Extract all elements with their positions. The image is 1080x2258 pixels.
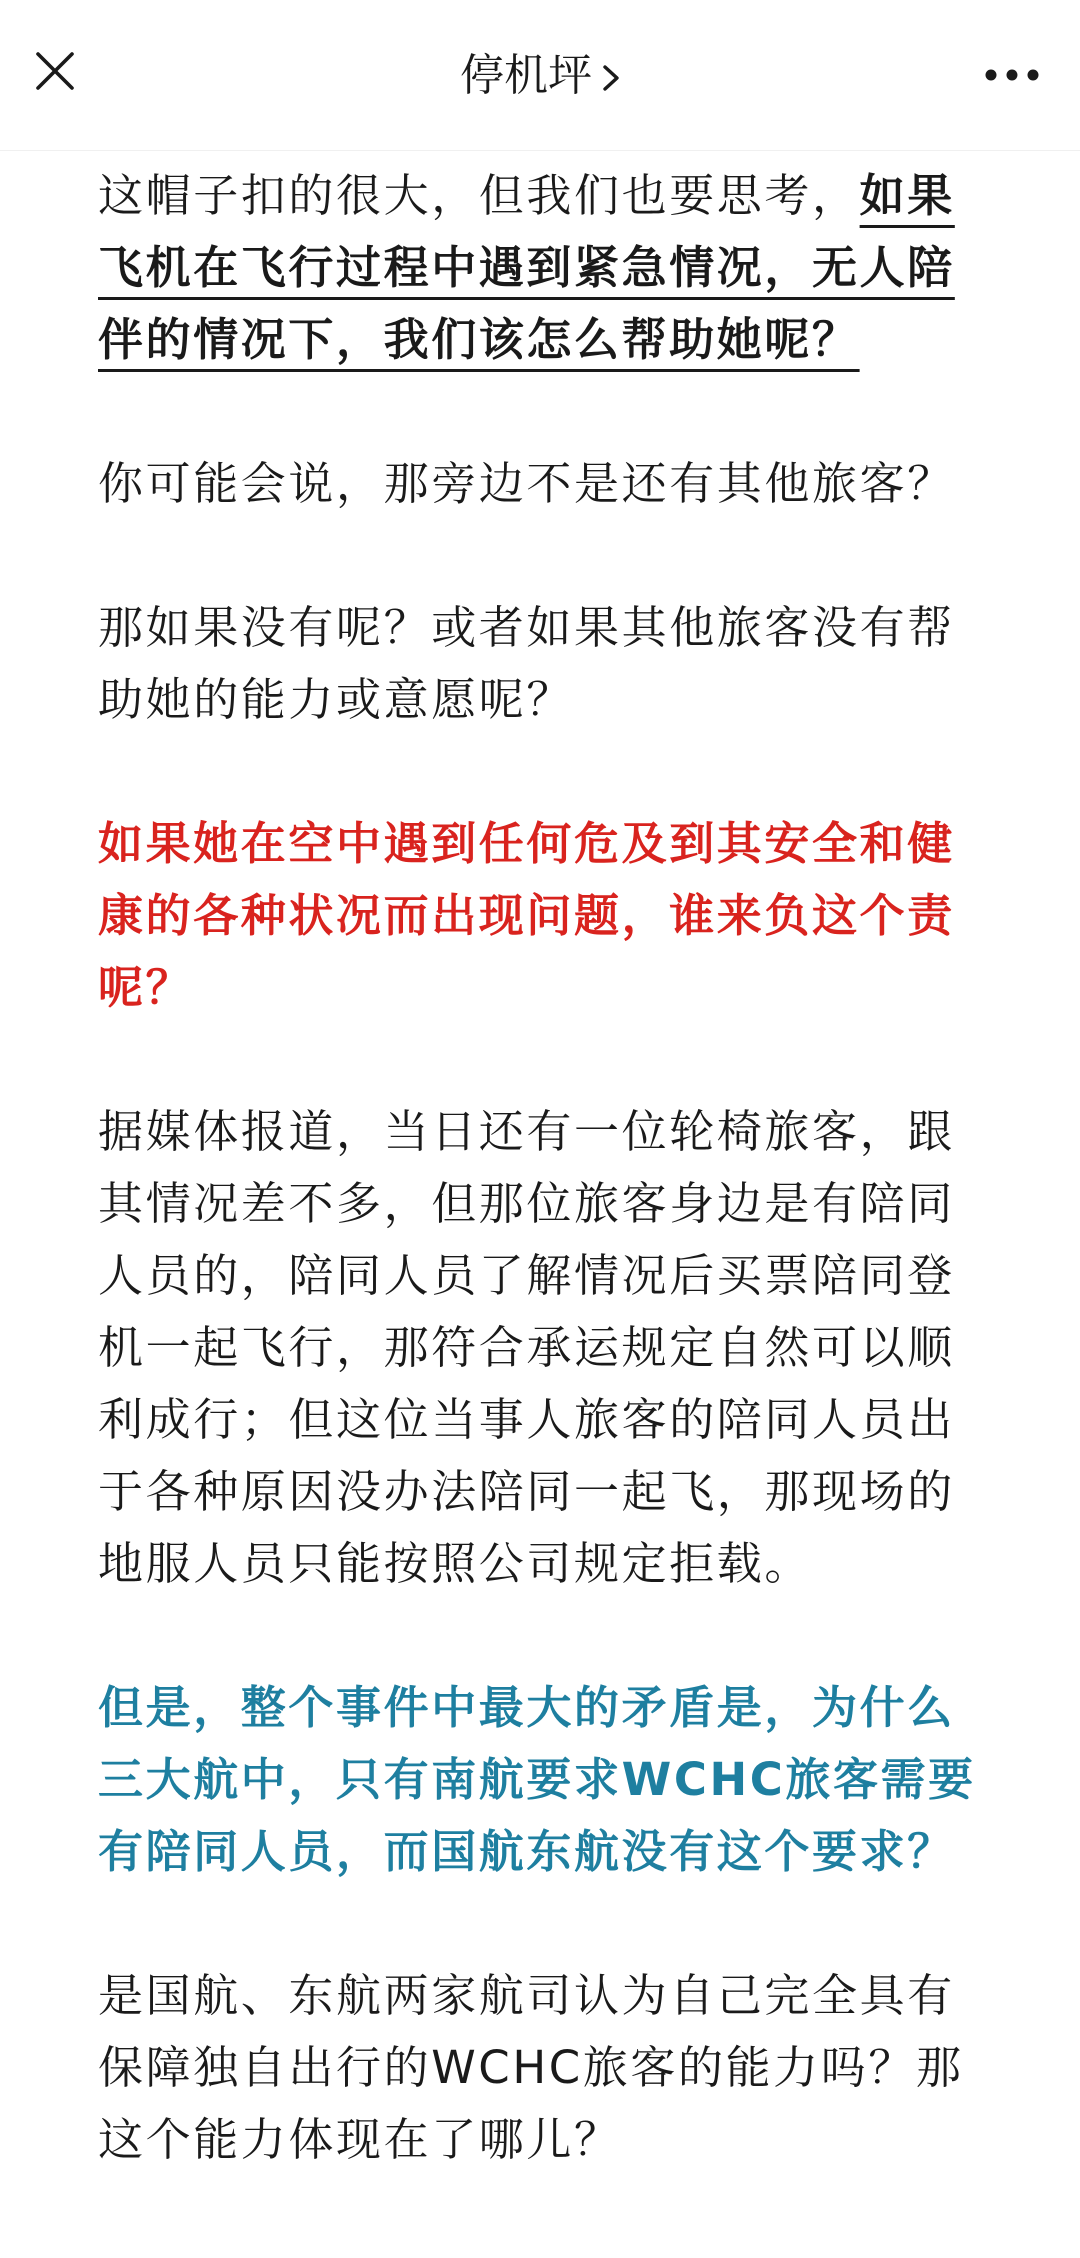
top-nav-bar xyxy=(0,0,1080,151)
article-paragraph: 是国航、东航两家航司认为自己完全具有保障独自出行的WCHC旅客的能力吗？那这个能力体现在了哪儿？ xyxy=(98,1969,964,2166)
article-paragraph: 那如果没有呢？或者如果其他旅客没有帮助她的能力或意愿呢？ xyxy=(98,601,955,726)
paragraph-text: 这帽子扣的很大，但我们也要思考， xyxy=(98,169,860,222)
more-horizontal-icon xyxy=(984,68,1040,82)
page-title-link[interactable] xyxy=(0,48,1080,106)
article-paragraph: 据媒体报道，当日还有一位轮椅旅客，跟其情况差不多，但那位旅客身边是有陪同人员的，陪同人员了解情况后买票陪同登机一起飞行，那符合承运规定自然可以顺利成行；但这位当事人旅客的陪同人员出于各种原因没办法陪同一起飞，那现场的地服人员只能按照公司规定拒载。 xyxy=(98,1105,955,1590)
more-options-button[interactable] xyxy=(980,50,1044,100)
article-body xyxy=(98,160,988,2176)
red-emphasis-paragraph: 如果她在空中遇到任何危及到其安全和健康的各种状况而出现问题，谁来负这个责呢？ xyxy=(98,817,955,1014)
chevron-right-icon xyxy=(602,50,620,106)
article-paragraph: 你可能会说，那旁边不是还有其他旅客？ xyxy=(98,457,955,510)
page-title: 停机坪 xyxy=(460,50,592,101)
underlined-emphasis-text: 如果飞机在飞行过程中遇到紧急情况，无人陪伴的情况下，我们该怎么帮助她呢？ xyxy=(98,169,955,366)
article-paragraph xyxy=(98,160,988,376)
teal-emphasis-paragraph: 但是，整个事件中最大的矛盾是，为什么三大航中，只有南航要求WCHC旅客需要有陪同人员，而国航东航没有这个要求？ xyxy=(98,1681,976,1878)
